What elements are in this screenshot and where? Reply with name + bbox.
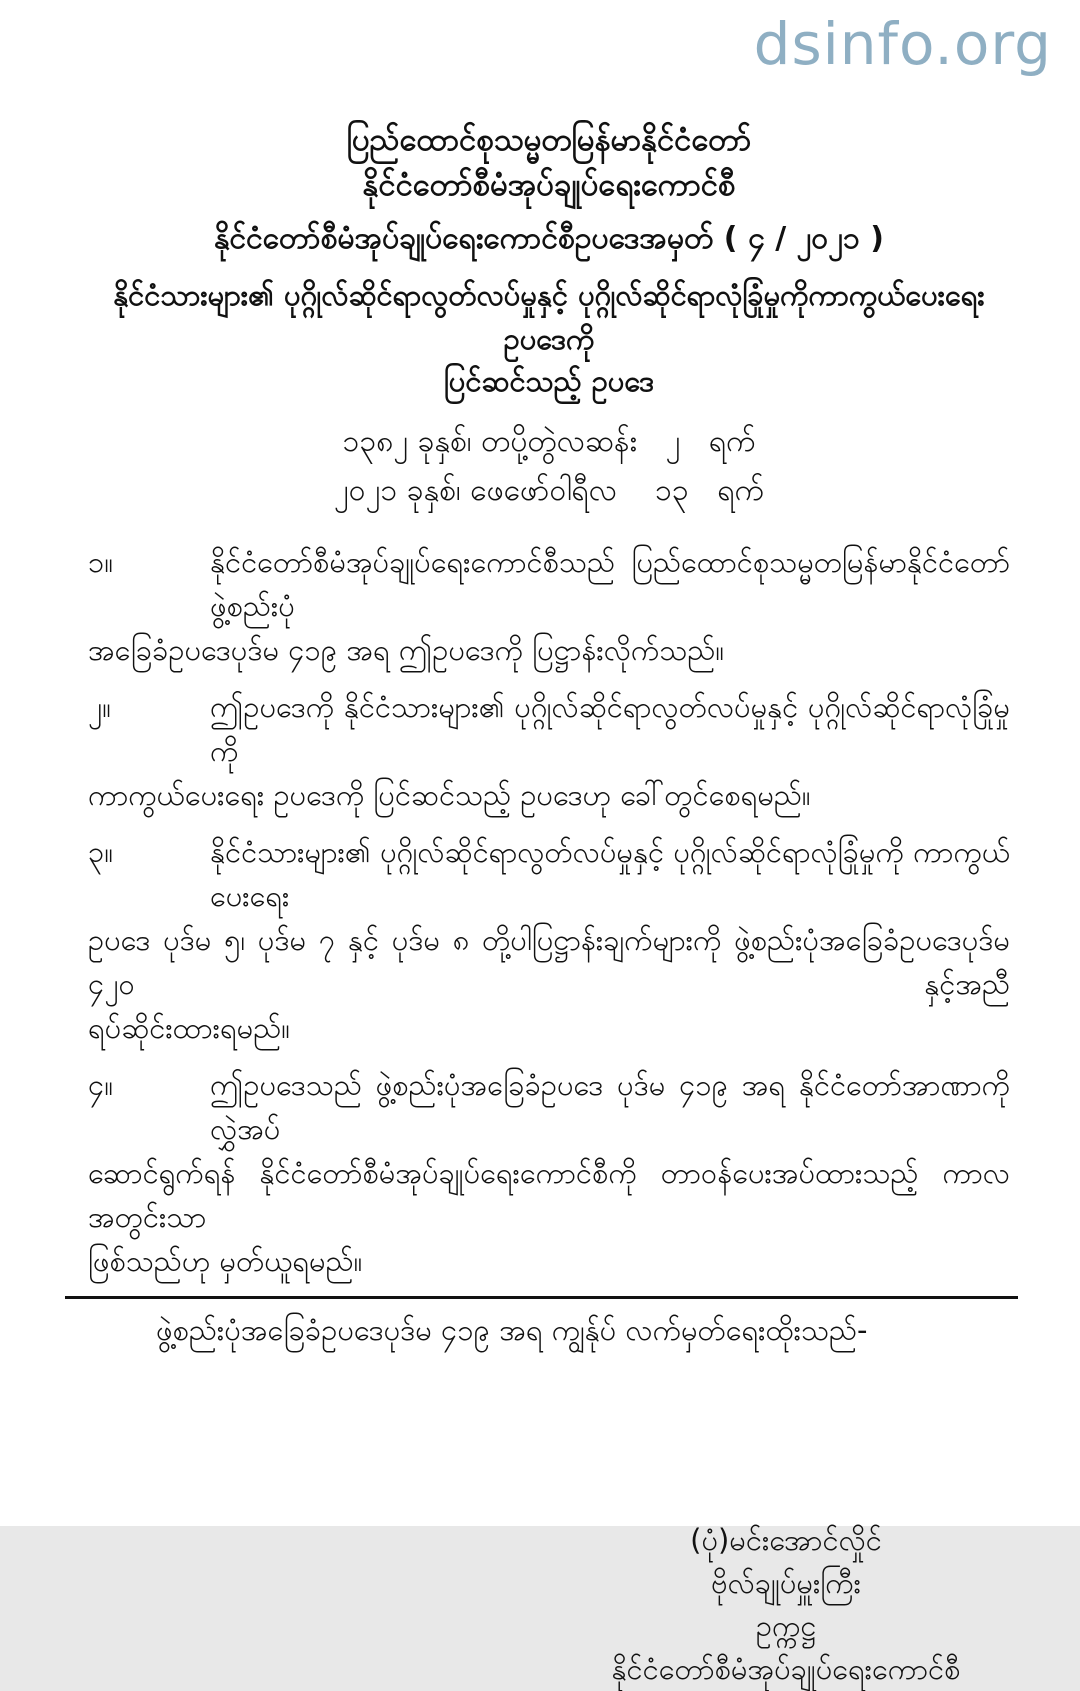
law-number-line: နိုင်ငံတော်စီမံအုပ်ချုပ်ရေးကောင်စီဥပဒေအမှတ် ( ၄ / ၂၀၂၁ )	[213, 221, 885, 256]
law-title-line-1: နိုင်ငံသားများ၏ ပုဂ္ဂိုလ်ဆိုင်ရာလွတ်လပ်မှုနှင့် ပုဂ္ဂိုလ်ဆိုင်ရာလုံခြုံမှုကိုကာကွယ်ပေးရေးဥပဒေကို	[113, 278, 985, 356]
dsinfo-watermark: dsinfo.org	[753, 10, 1052, 78]
paragraph-3-line: ရပ်ဆိုင်းထားရမည်။	[88, 1011, 291, 1045]
document-body	[88, 118, 1010, 1691]
header-council-name: နိုင်ငံတော်စီမံအုပ်ချုပ်ရေးကောင်စီ	[362, 167, 736, 203]
paragraphs-section	[88, 540, 1010, 1283]
paragraph-4	[88, 1063, 1010, 1283]
signature-intro-line: ဖွဲ့စည်းပုံအခြေခံဥပဒေပုဒ်မ ၄၁၉ အရ ကျွန်ုပ် လက်မှတ်ရေးထိုးသည်-	[156, 1313, 868, 1347]
paragraph-3	[88, 830, 1010, 1050]
signature-organization: နိုင်ငံတော်စီမံအုပ်ချုပ်ရေးကောင်စီ	[611, 1652, 961, 1686]
paragraph-4-number: ၄။	[88, 1068, 114, 1102]
paragraph-2-number: ၂။	[88, 690, 112, 724]
paragraph-3-number: ၃။	[88, 835, 114, 869]
law-title-line-2: ပြင်ဆင်သည့် ဥပဒေ	[443, 364, 655, 398]
paragraph-1-line: အခြေခံဥပဒေပုဒ်မ ၄၁၉ အရ ဤဥပဒေကို ပြဋ္ဌာန်းလိုက်သည်။	[88, 633, 725, 667]
header-state-name: ပြည်ထောင်စုသမ္မတမြန်မာနိုင်ငံတော်	[346, 122, 752, 158]
paragraph-4-line: ဆောင်ရွက်ရန် နိုင်ငံတော်စီမံအုပ်ချုပ်ရေးကောင်စီကို တာဝန်ပေးအပ်ထားသည့် ကာလအတွင်းသာ	[88, 1156, 1010, 1234]
paragraph-3-line: ဥပဒေ ပုဒ်မ ၅၊ ပုဒ်မ ၇ နှင့် ပုဒ်မ ၈ တို့ပါပြဋ္ဌာန်းချက်များကို ဖွဲ့စည်းပုံအခြေခံဥပဒေပုဒ်မ ၄၂၀ နှင့်အညီ	[88, 923, 1010, 1001]
paragraph-2-line: ကာကွယ်ပေးရေး ဥပဒေကို ပြင်ဆင်သည့် ဥပဒေဟု ခေါ်တွင်စေရမည်။	[88, 778, 811, 812]
paragraph-4-line: ဤဥပဒေသည် ဖွဲ့စည်းပုံအခြေခံဥပဒေ ပုဒ်မ ၄၁၉ အရ နိုင်ငံတော်အာဏာကို လွှဲအပ်	[210, 1068, 1010, 1146]
date-myanmar-calendar: ၁၃၈၂ ခုနှစ်၊ တပို့တွဲလဆန်း ၂ ရက်	[342, 424, 756, 459]
paragraph-1-number: ၁။	[88, 545, 114, 579]
separator-rule	[65, 1296, 1018, 1299]
signature-rank: ဗိုလ်ချုပ်မှူးကြီး	[711, 1566, 861, 1600]
signature-block	[606, 1519, 966, 1691]
paragraph-1	[88, 540, 1010, 672]
paragraph-2-line: ဤဥပဒေကို နိုင်ငံသားများ၏ ပုဂ္ဂိုလ်ဆိုင်ရာလွတ်လပ်မှုနှင့် ပုဂ္ဂိုလ်ဆိုင်ရာလုံခြုံမှုကို	[210, 690, 1010, 768]
paragraph-4-line: ဖြစ်သည်ဟု မှတ်ယူရမည်။	[88, 1244, 363, 1278]
paragraph-2	[88, 685, 1010, 817]
signature-name: (ပုံ)မင်းအောင်လှိုင်	[690, 1523, 882, 1557]
date-gregorian: ၂၀၂၁ ခုနှစ်၊ ဖေဖော်ဝါရီလ ၁၃ ရက်	[334, 473, 764, 508]
paragraph-1-line: နိုင်ငံတော်စီမံအုပ်ချုပ်ရေးကောင်စီသည် ပြည်ထောင်စုသမ္မတမြန်မာနိုင်ငံတော် ဖွဲ့စည်းပုံ	[210, 545, 1010, 623]
paragraph-3-line: နိုင်ငံသားများ၏ ပုဂ္ဂိုလ်ဆိုင်ရာလွတ်လပ်မှုနှင့် ပုဂ္ဂိုလ်ဆိုင်ရာလုံခြုံမှုကို ကာကွယ်ပေးရေး	[210, 835, 1010, 913]
signature-position: ဥက္ကဋ္ဌ	[755, 1609, 817, 1643]
